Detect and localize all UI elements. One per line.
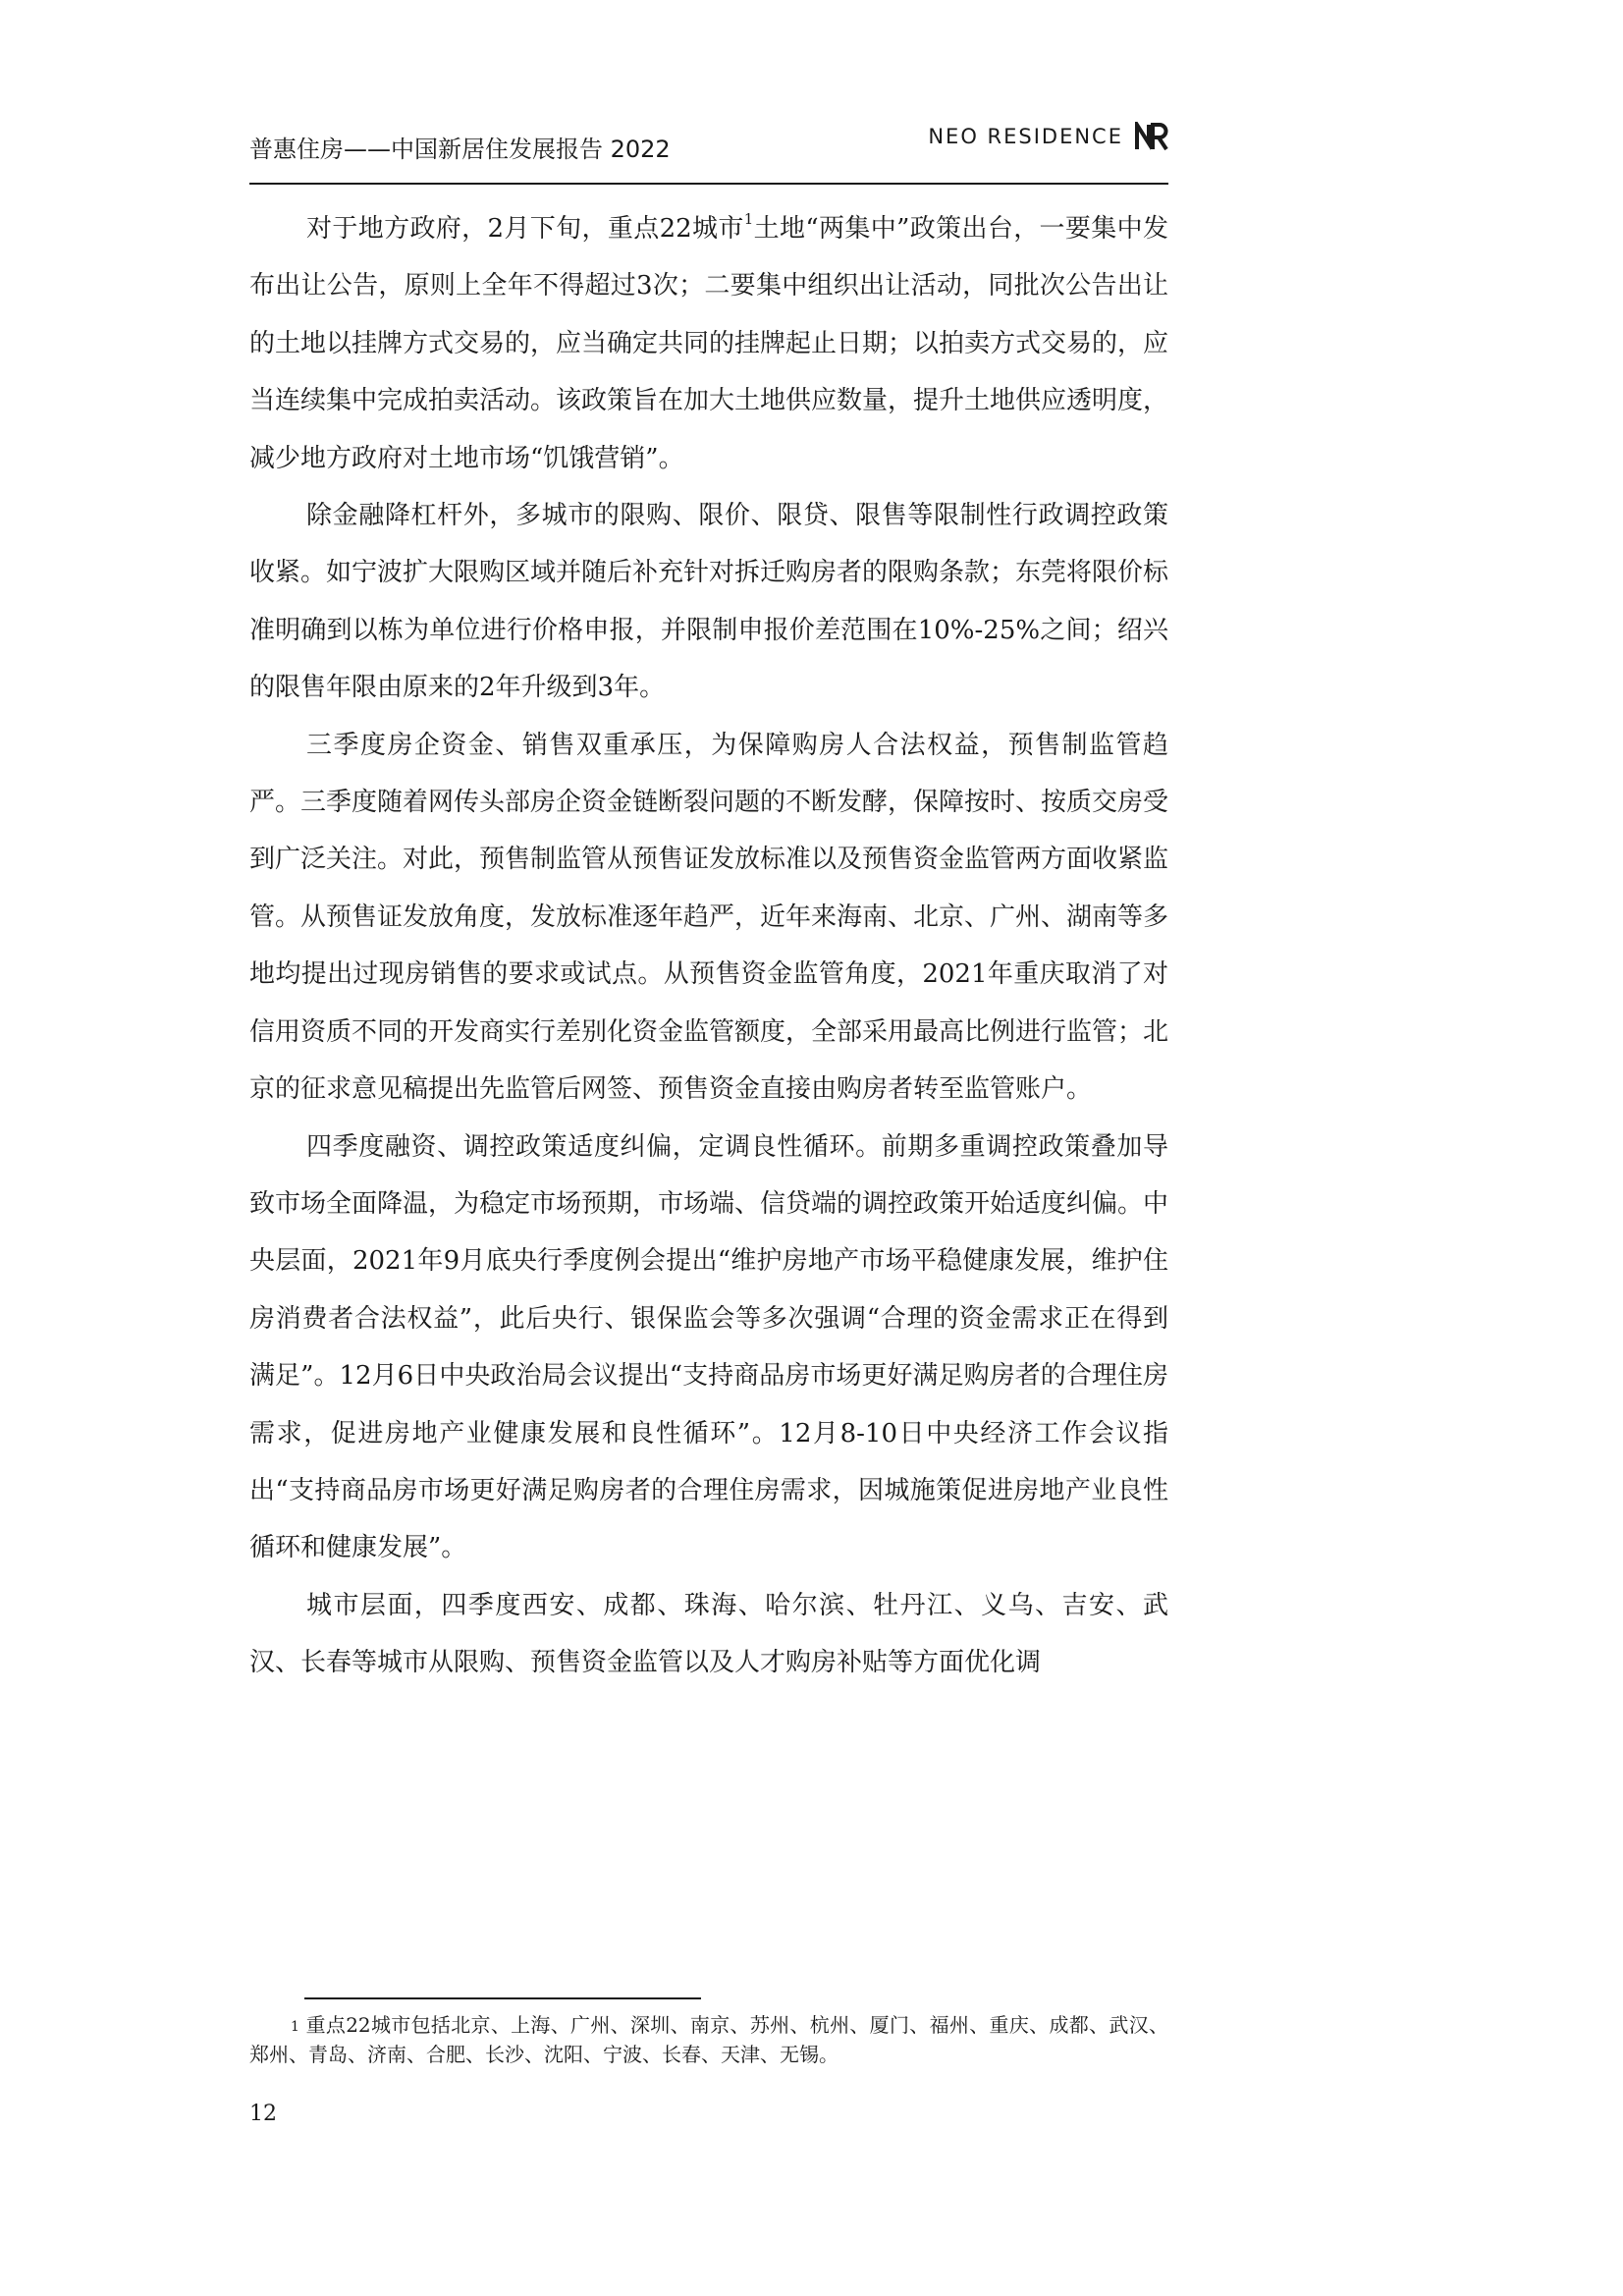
paragraph-text: 土地“两集中”政策出台，一要集中发布出让公告，原则上全年不得超过3次；二要集中组织出让活动，同批次公告出让的土地以挂牌方式交易的，应当确定共同的挂牌起止日期；以拍卖方式交易的，应当连续集中完成拍卖活动。该政策旨在加大土地供应数量，提升土地供应透明度，减少地方政府对土地市场“饥饿营销”。 xyxy=(249,214,1169,473)
footnote xyxy=(249,2010,1168,2069)
paragraph-text: 对于地方政府，2月下旬，重点22城市 xyxy=(306,214,744,244)
footnote-divider xyxy=(304,1997,701,1999)
body-text xyxy=(249,200,1168,1692)
paragraph-presale-supervision: 三季度房企资金、销售双重承压，为保障购房人合法权益，预售制监管趋严。三季度随着网传头部房企资金链断裂问题的不断发酵，保障按时、按质交房受到广泛关注。对此，预售制监管从预售证发放标准以及预售资金监管两方面收紧监管。从预售证发放角度，发放标准逐年趋严，近年来海南、北京、广州、湖南等多地均提出过现房销售的要求或试点。从预售资金监管角度，2021年重庆取消了对信用资质不同的开发商实行差别化资金监管额度，全部采用最高比例进行监管；北京的征求意见稿提出先监管后网签、预售资金直接由购房者转至监管账户。 xyxy=(249,730,1169,1105)
brand xyxy=(928,122,1168,151)
report-title: 普惠住房——中国新居住发展报告 2022 xyxy=(249,136,671,163)
paragraph-land-policy xyxy=(249,200,1168,487)
footnote-reference[interactable]: 1 xyxy=(743,210,754,228)
paragraph-purchase-restrictions: 除金融降杠杆外，多城市的限购、限价、限贷、限售等限制性行政调控政策收紧。如宁波扩大限购区域并随后补充针对拆迁购房者的限购条款；东莞将限价标准明确到以栋为单位进行价格申报，并限制申报价差范围在10%-25%之间；绍兴的限售年限由原来的2年升级到3年。 xyxy=(249,501,1169,703)
brand-name: NEO RESIDENCE xyxy=(928,125,1123,148)
paragraph-q4-policy-correction: 四季度融资、调控政策适度纠偏，定调良性循环。前期多重调控政策叠加导致市场全面降温，为稳定市场预期，市场端、信贷端的调控政策开始适度纠偏。中央层面，2021年9月底央行季度例会提出“维护房地产市场平稳健康发展，维护住房消费者合法权益”，此后央行、银保监会等多次强调“合理的资金需求正在得到满足”。12月6日中央政治局会议提出“支持商品房市场更好满足购房者的合理住房需求，促进房地产业健康发展和良性循环”。12月8-10日中央经济工作会议指出“支持商品房市场更好满足购房者的合理住房需求，因城施策促进房地产业良性循环和健康发展”。 xyxy=(249,1131,1169,1563)
footnote-marker: 1 xyxy=(291,2019,299,2035)
page-number: 12 xyxy=(249,2102,277,2126)
footnote-text: 重点22城市包括北京、上海、广州、深圳、南京、苏州、杭州、厦门、福州、重庆、成都、武汉、郑州、青岛、济南、合肥、长沙、沈阳、宁波、长春、天津、无锡。 xyxy=(249,2013,1168,2066)
paragraph-city-level: 城市层面，四季度西安、成都、珠海、哈尔滨、牡丹江、义乌、吉安、武汉、长春等城市从限购、预售资金监管以及人才购房补贴等方面优化调 xyxy=(249,1590,1168,1678)
page-header xyxy=(249,118,1168,185)
nr-logo-icon xyxy=(1135,122,1168,151)
